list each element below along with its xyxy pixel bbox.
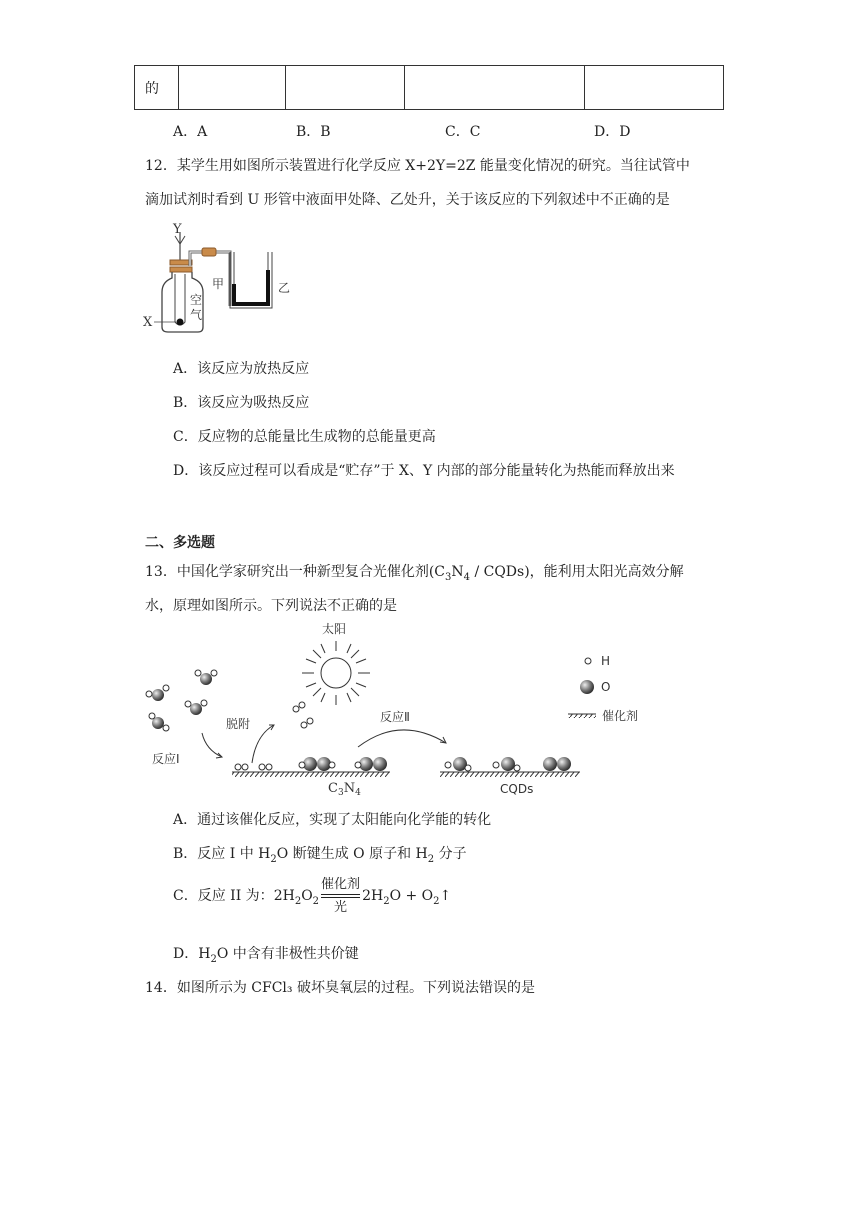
label-y: Y [173,222,182,237]
c3n4-label: $C_3N_4$ [328,781,361,798]
legend-catalyst-label: 催化剂 [602,709,639,723]
label-yi: 乙 [278,281,291,295]
cqds-label: CQDs [500,782,534,796]
q13-option-d[interactable]: D．$H_2O$ 中含有非极性共价键 [173,946,359,965]
label-air-2: 气 [190,308,203,322]
table-cell [405,66,585,110]
label-jia: 甲 [212,277,225,291]
reaction1-label: 反应Ⅰ [152,752,180,766]
sun-label: 太阳 [322,622,347,636]
legend-h-icon [585,658,591,664]
answer-table-fragment [134,65,724,110]
q13-option-c[interactable]: C．反应 II 为：$2H_2O_2$ $\frac{\text{催化剂}}{\text{光}}$ $2H_2O$ + $O_2↑$ [173,877,452,915]
gas-arrow-icon: ↑ [439,888,452,904]
legend-o-icon [580,680,594,694]
stopper-bottom [170,267,192,272]
rubber-joint [202,248,216,256]
legend-o-label: O [601,680,611,694]
q13-stem-line1: 13．中国化学家研究出一种新型复合光催化剂($C_3N_4$ / CQDs)，能利用太阳光高效分解 [145,564,684,583]
q12-option-d[interactable]: D．该反应过程可以看成是“贮存”于 X、Y 内部的部分能量转化为热能而释放出来 [173,463,675,479]
table-cell: 的 [135,66,179,110]
reaction2-label: 反应Ⅱ [380,710,410,724]
u-tube [230,252,272,308]
q12-apparatus-figure [140,222,300,340]
label-air-1: 空 [190,293,203,307]
q12-option-a[interactable]: A．该反应为放热反应 [173,361,310,377]
section-title: 二、多选题 [145,535,215,551]
water-molecules-left [146,670,217,731]
q13-option-a[interactable]: A．通过该催化反应，实现了太阳能向化学能的转化 [173,812,492,828]
arrow-reaction2 [358,730,446,747]
q12-stem-line1: 12．某学生用如图所示装置进行化学反应 X+2Y=2Z 能量变化情况的研究。当往试管中 [145,158,690,174]
option-a[interactable]: A．A [173,124,208,140]
u-tube-liquid [234,270,268,304]
desorb-label: 脱附 [226,717,251,731]
q12-stem-line2: 滴加试剂时看到 U 形管中液面甲处降、乙处升，关于该反应的下列叙述中不正确的是 [145,192,670,208]
q12-option-b[interactable]: B．该反应为吸热反应 [173,395,310,411]
sun-icon [302,641,370,705]
q13-stem-line2: 水，原理如图所示。下列说法不正确的是 [145,598,397,614]
table-cell [286,66,405,110]
test-tube [175,274,185,325]
option-d[interactable]: D．D [594,124,631,140]
legend-h-label: H [601,654,611,668]
q13-photocatalysis-figure [140,615,660,800]
reaction-condition: $\frac{\text{催化剂}}{\text{光}}$ [321,877,361,915]
q12-option-c[interactable]: C．反应物的总能量比生成物的总能量更高 [173,429,436,445]
reagent-x-dot [177,319,184,326]
table-cell [585,66,724,110]
label-x: X [143,315,153,330]
q14-stem: 14．如图所示为 CFCl₃ 破坏臭氧层的过程。下列说法错误的是 [145,980,535,996]
option-b[interactable]: B．B [296,124,331,140]
option-c[interactable]: C．C [445,124,481,140]
q13-option-b[interactable]: B．反应 I 中 $H_2O$ 断键生成 O 原子和 $H_2$ 分子 [173,846,467,865]
arrow-desorb [252,725,274,763]
h2-desorbed [293,702,313,728]
table-cell [179,66,286,110]
